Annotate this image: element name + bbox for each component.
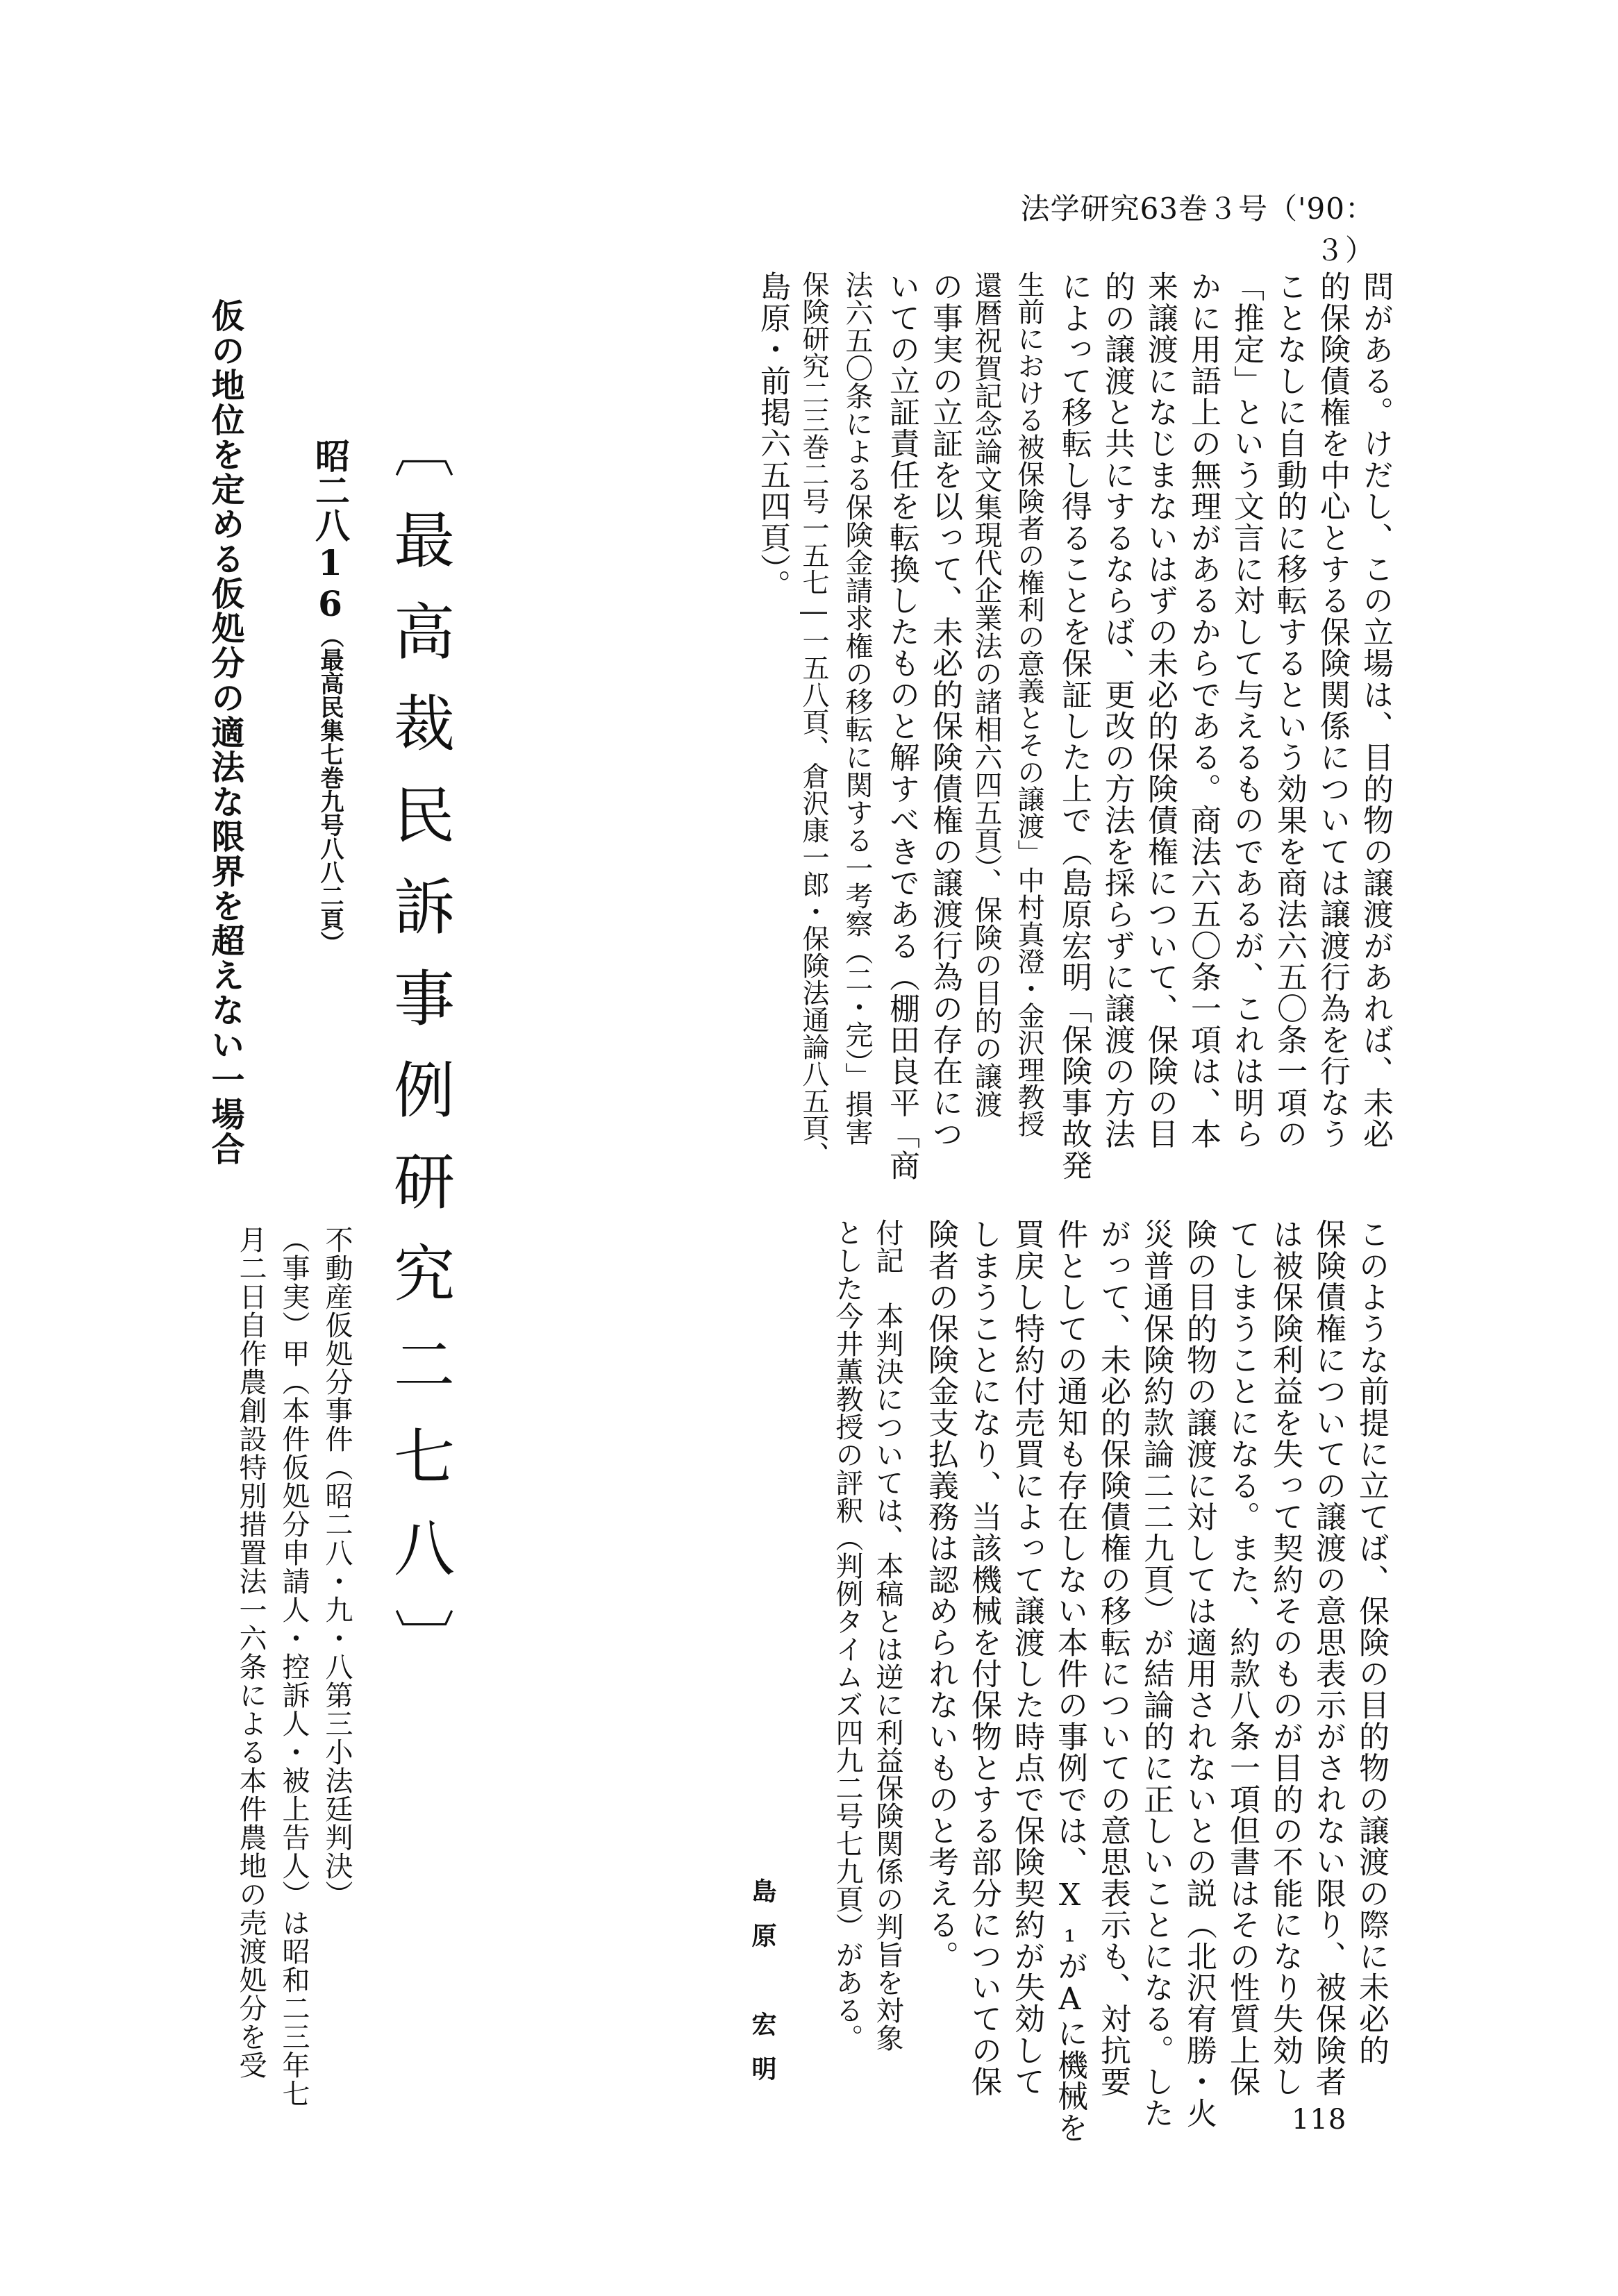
text-column: 件としての通知も存在しない本件の事例では、X₁がAに機械を (1052, 1218, 1087, 2143)
case-reference-main: 昭二八16 (310, 438, 351, 624)
text-column: しまうことになり、当該機械を付保物とする部分についての保 (966, 1218, 1001, 2097)
text-column: 保険債権についての譲渡の意思表示がされない限り、被保険者 (1310, 1218, 1346, 2097)
text-column: の事実の立証を以って、未必的保険債権の譲渡行為の存在につ (927, 271, 962, 1150)
text-column: がって、未必的保険債権の移転についての意思表示も、対抗要 (1095, 1218, 1131, 2097)
text-column: （事実）甲（本件仮処分申請人・控訴人・被上告人）は昭和二三年七 (278, 1225, 310, 2108)
author-name: 島原 宏明 (748, 1878, 777, 2100)
text-column: によって移転し得ることを保証した上で（島原宏明「保険事故発 (1056, 271, 1092, 1181)
text-column: 的保険債権を中心とする保険関係については譲渡行為を行なう (1315, 271, 1350, 1150)
text-column: てしまうことになる。また、約款八条一項但書はその性質上保 (1224, 1218, 1260, 2097)
lower-text-block (722, 1218, 1389, 2143)
text-column: 災普通保険約款論二二九頁）が結論的に正しいことになる。した (1138, 1218, 1174, 2129)
text-column: 的の譲渡と共にするならば、更改の方法を採らずに譲渡の方法 (1099, 271, 1135, 1150)
text-column: 不動産仮処分事件（昭二八・九・八第三小法廷判決） (321, 1225, 353, 1909)
text-column: 島原・前掲六五四頁）。 (755, 271, 790, 601)
text-column: ことなしに自動的に移転するという効果を商法六五〇条一項の (1271, 271, 1307, 1150)
addendum-column: とした今井薫教授の評釈（判例タイムズ四九二号七九頁）がある。 (831, 1218, 863, 2052)
text-column: このような前提に立てば、保険の目的物の譲渡の際に未必的 (1353, 1218, 1389, 2066)
text-column: 険の目的物の譲渡に対しては適用されないとの説（北沢宥勝・火 (1181, 1218, 1217, 2129)
text-column: は被保険利益を失って契約そのものが目的の不能になり失効し (1267, 1218, 1303, 2097)
text-column: かに用語上の無理があるからである。商法六五〇条一項は、本 (1185, 271, 1221, 1150)
text-column: 生前における被保険者の権利の意義とその譲渡」中村真澄・金沢理教授 (1013, 271, 1044, 1137)
case-reference-source: （最高民集七巻九号八八二頁） (316, 624, 344, 955)
text-column: 来譲渡になじまないはずの未必的保険債権について、保険の目 (1142, 271, 1178, 1150)
text-column: 買戻し特約付売買によって譲渡した時点で保険契約が失効して (1009, 1218, 1044, 2097)
text-column: 「推定」という文言に対して与えるものであるが、これは明ら (1228, 271, 1264, 1150)
text-column: 月二日自作農創設特別措置法一六条による本件農地の売渡処分を受 (235, 1225, 267, 2079)
text-column: 法六五〇条による保険金請求権の移転に関する一考察（二・完）」損害 (841, 271, 873, 1146)
case-body (198, 1225, 365, 2135)
section-title: 〔最高裁民訴事例研究二七八〕 (384, 417, 456, 1700)
text-column: 険者の保険金支払義務は認められないものと考える。 (923, 1218, 958, 1972)
text-column: 問がある。けだし、この立場は、目的物の譲渡があれば、未必 (1358, 271, 1393, 1150)
page-number: 118 (1292, 2104, 1347, 2136)
case-title: 仮の地位を定める仮処分の適法な限界を超えない一場合 (206, 299, 244, 1166)
text-column: 還暦祝賀記念論文集現代企業法の諸相六四五頁）、保険の目的の譲渡 (970, 271, 1002, 1118)
addendum-column: 付記 本判決については、本稿とは逆に利益保険関係の判旨を対象 (871, 1218, 903, 2052)
text-column: いての立証責任を転換したものと解すべきである（棚田良平「商 (884, 271, 919, 1181)
text-column: 保険研究二三巻二号一五七―一五八頁、倉沢康一郎・保険法通論八五頁、 (798, 271, 829, 1168)
upper-text-block (597, 271, 1393, 1181)
case-reference (278, 274, 382, 955)
running-header: 法学研究63巻３号（'90：３） (1020, 192, 1375, 267)
